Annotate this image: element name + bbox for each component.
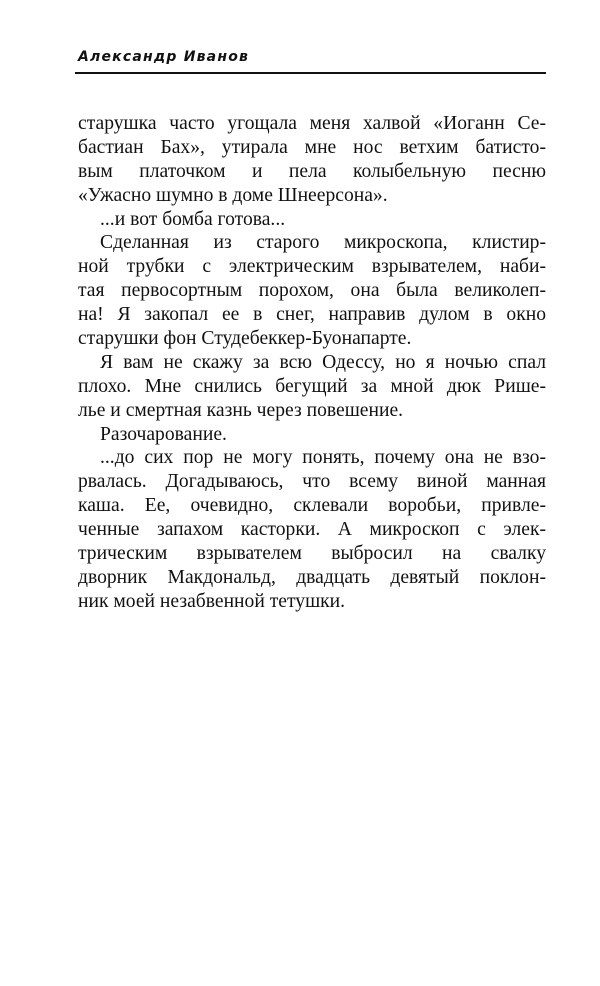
text-line: трическим взрывателем выбросил на свалку: [78, 543, 546, 565]
text-line: дворник Макдональд, двадцать девятый поклон-: [78, 566, 546, 588]
header-rule: [75, 72, 546, 74]
text-line: каша. Ее, очевидно, склевали воробьи, привле-: [78, 495, 546, 517]
text-line: ...до сих пор не могу понять, почему она не взо-: [100, 447, 546, 469]
text-line: тая первосортным порохом, она была великолеп-: [78, 280, 546, 302]
text-line: рвалась. Догадываюсь, что всему виной манная: [78, 471, 546, 493]
text-line: плохо. Мне снились бегущий за мной дюк Рише-: [78, 375, 546, 397]
text-line: ник моей незабвенной тетушки.: [78, 590, 346, 612]
text-line: вым платочком и пела колыбельную песню: [78, 160, 546, 182]
text-line: ной трубки с электрическим взрывателем, наби-: [78, 256, 546, 278]
text-line: на! Я закопал ее в снег, направив дулом в окно: [78, 304, 546, 326]
text-line: лье и смертная казнь через повешение.: [78, 399, 404, 421]
text-line: Сделанная из старого микроскопа, клистир-: [100, 232, 546, 254]
text-line: бастиан Бах», утирала мне нос ветхим батисто-: [78, 136, 546, 158]
body-text: [78, 112, 546, 614]
running-head-author: Александр Иванов: [78, 49, 250, 65]
text-line: старушка часто угощала меня халвой «Иоганн Се-: [78, 113, 546, 134]
text-line: ...и вот бомба готова...: [100, 208, 286, 230]
text-line: ченные запахом касторки. А микроскоп с элек-: [78, 519, 546, 541]
text-line: «Ужасно шумно в доме Шнеерсона».: [78, 184, 388, 206]
text-line: старушки фон Студебеккер-Буонапарте.: [78, 328, 412, 350]
text-line: Я вам не скажу за всю Одессу, но я ночью спал: [100, 351, 546, 373]
text-line: Разочарование.: [100, 423, 227, 445]
